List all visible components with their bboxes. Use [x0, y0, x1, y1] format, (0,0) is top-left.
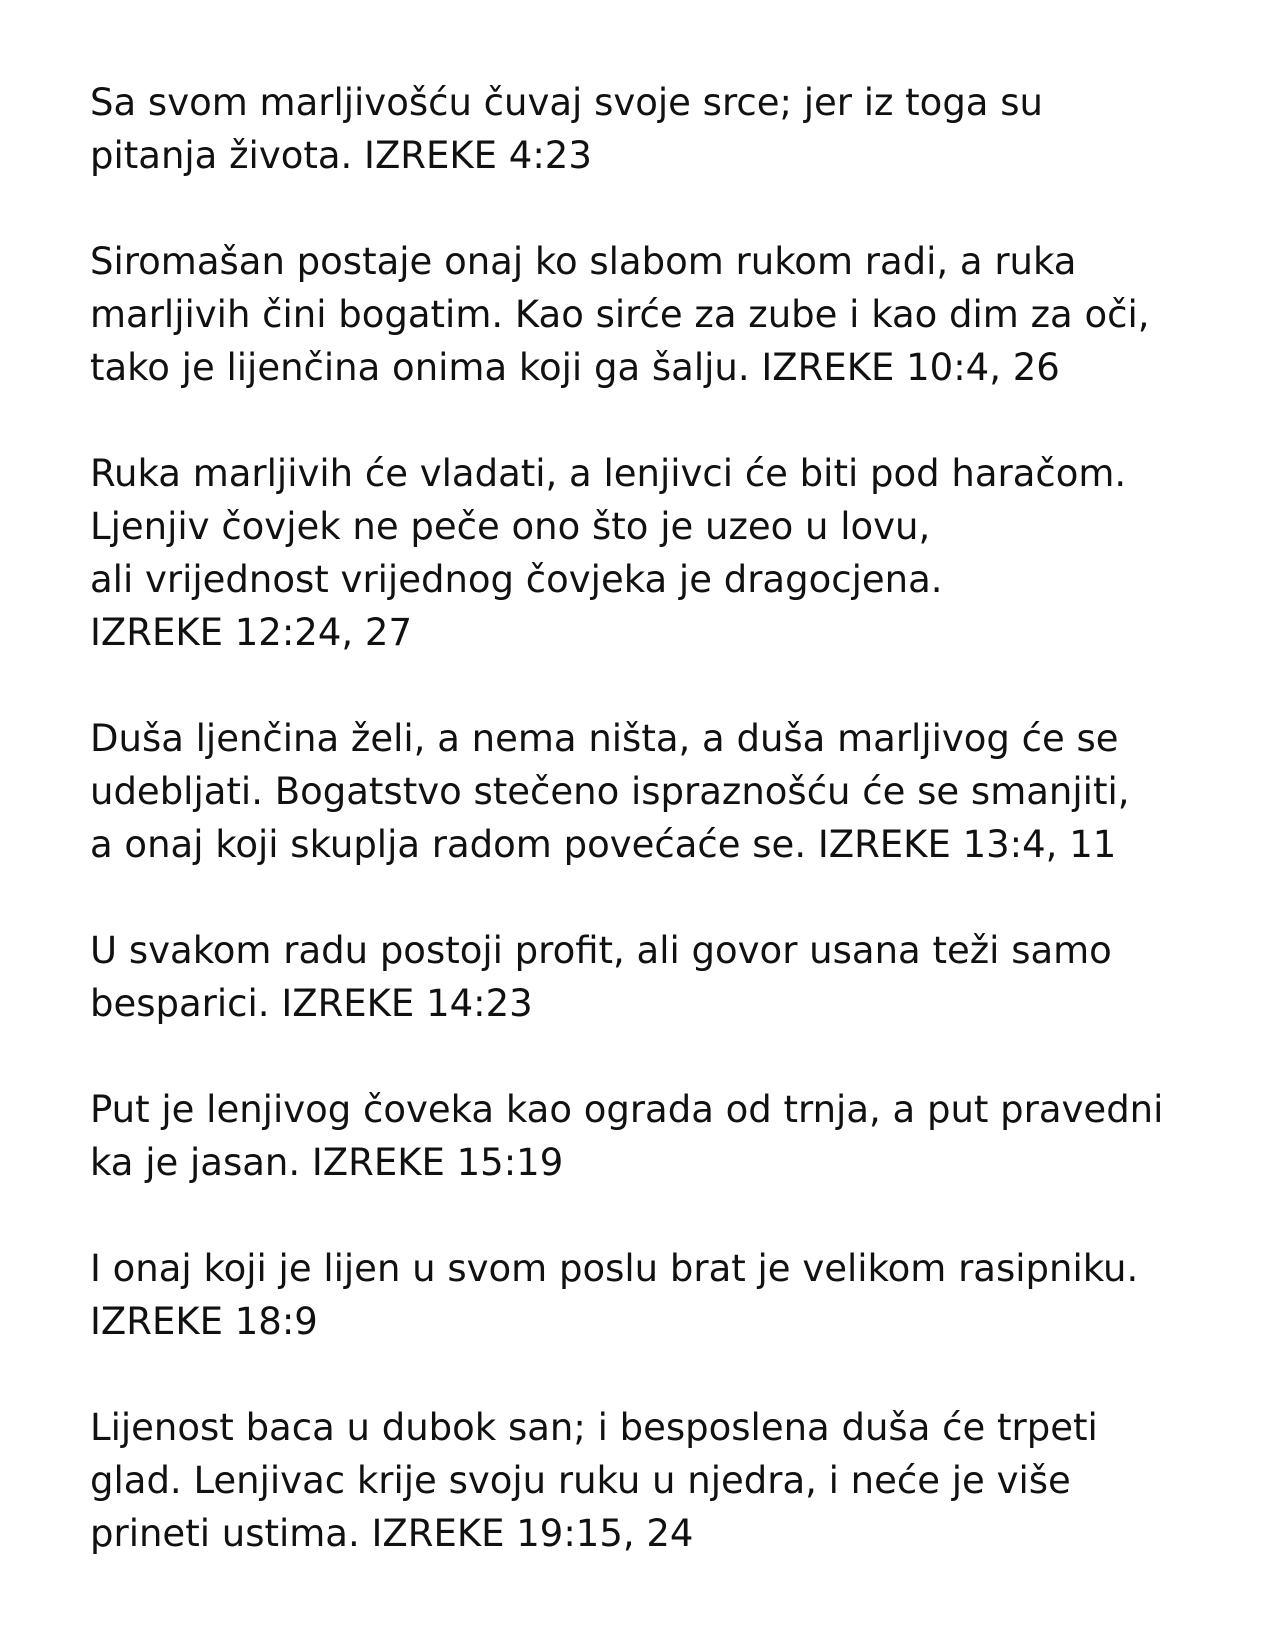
passage-line: Siromašan postaje onaj ko slabom rukom radi, a ruka: [90, 240, 1077, 283]
passage-line: Ljenjiv čovjek ne peče ono što je uzeo u lovu,: [90, 505, 931, 548]
passage-line: besparici. IZREKE 14:23: [90, 982, 533, 1025]
passage-line: Sa svom marljivošću čuvaj svoje srce; jer iz toga su: [90, 81, 1043, 124]
passage-line: a onaj koji skuplja radom povećaće se. IZREKE 13:4, 11: [90, 823, 1117, 866]
passage-proverbs-14-23: [90, 924, 1260, 1030]
passage-line: U svakom radu postoji profit, ali govor usana teži samo: [90, 929, 1112, 972]
passage-line: prineti ustima. IZREKE 19:15, 24: [90, 1512, 694, 1555]
passage-line: glad. Lenjivac krije svoju ruku u njedra, i neće je više: [90, 1459, 1071, 1502]
passage-line: Lijenost baca u dubok san; i besposlena duša će trpeti: [90, 1406, 1098, 1449]
passage-line: Duša ljenčina želi, a nema ništa, a duša marljivog će se: [90, 717, 1119, 760]
passage-line: Ruka marljivih će vladati, a lenjivci će biti pod haračom.: [90, 452, 1127, 495]
passage-line: tako je lijenčina onima koji ga šalju. IZREKE 10:4, 26: [90, 346, 1060, 389]
passage-proverbs-13-4-11: [90, 712, 1260, 871]
passage-line: IZREKE 12:24, 27: [90, 611, 412, 654]
passage-proverbs-18-9: [90, 1242, 1260, 1348]
passage-proverbs-12-24-27: [90, 447, 1260, 659]
passage-line: udebljati. Bogatstvo stečeno ispraznošću će se smanjiti,: [90, 770, 1130, 813]
passage-line: pitanja života. IZREKE 4:23: [90, 134, 592, 177]
passage-proverbs-4-23: [90, 76, 1260, 182]
passage-line: Put je lenjivog čoveka kao ograda od trnja, a put pravedni: [90, 1088, 1164, 1131]
passage-line: IZREKE 18:9: [90, 1300, 318, 1343]
passage-proverbs-10-4-26: [90, 235, 1260, 394]
passage-line: ali vrijednost vrijednog čovjeka je dragocjena.: [90, 558, 943, 601]
passage-line: marljivih čini bogatim. Kao sirće za zube i kao dim za oči,: [90, 293, 1150, 336]
passage-line: I onaj koji je lijen u svom poslu brat je velikom rasipniku.: [90, 1247, 1139, 1290]
passage-proverbs-19-15-24: [90, 1401, 1260, 1560]
passage-proverbs-15-19: [90, 1083, 1260, 1189]
passage-line: ka je jasan. IZREKE 15:19: [90, 1141, 564, 1184]
document-page: [90, 76, 1260, 1613]
